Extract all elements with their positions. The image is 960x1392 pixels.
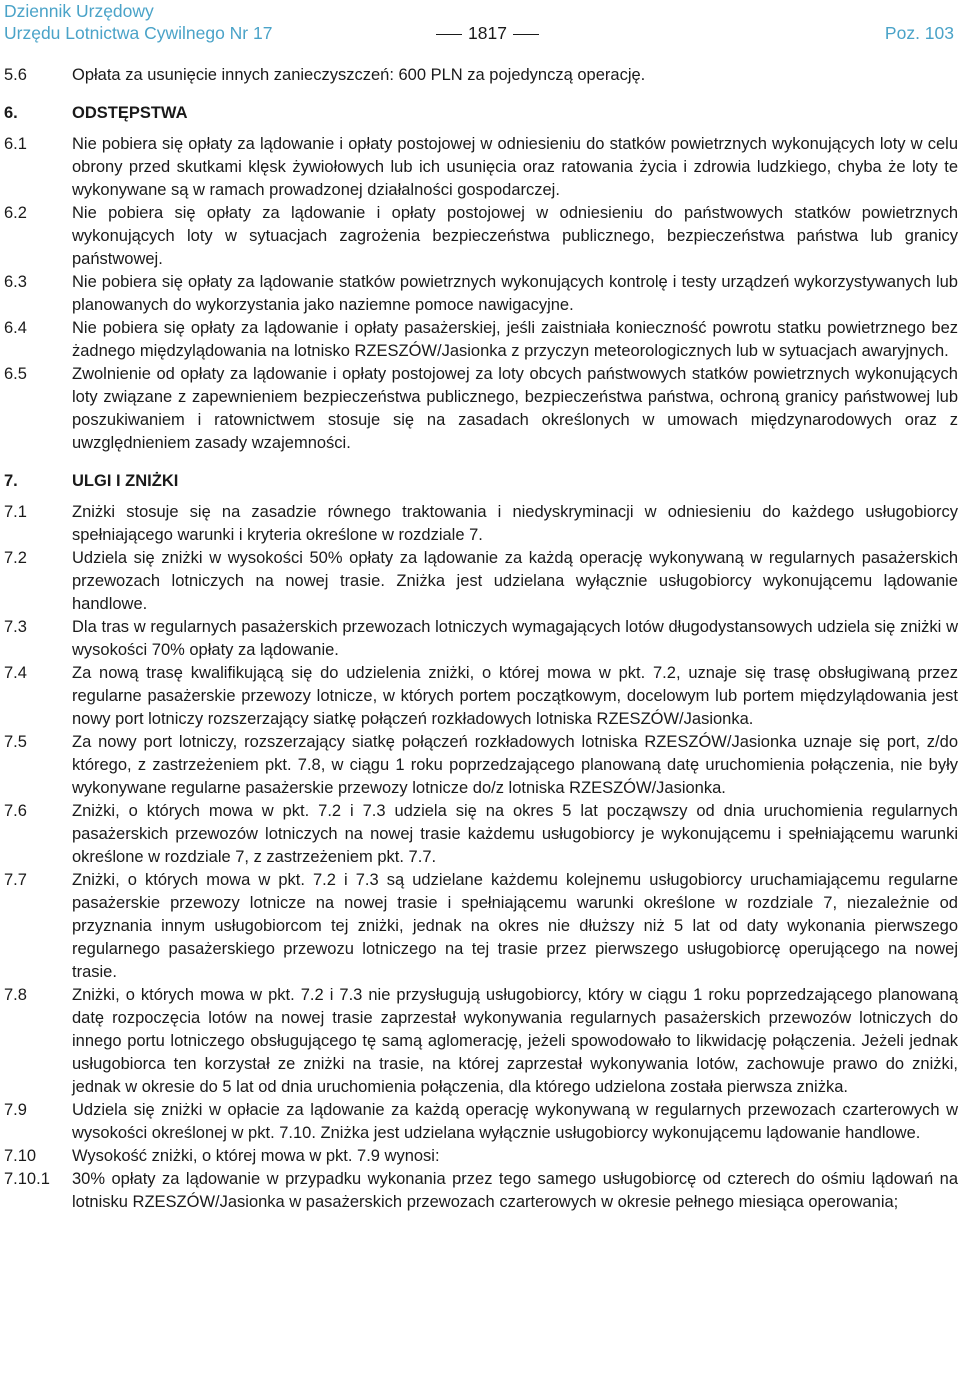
document-body	[0, 64, 960, 1214]
paragraph-7-10-1	[0, 1168, 960, 1214]
paragraph-7-4	[0, 662, 960, 731]
paragraph-6-2	[0, 202, 960, 271]
paragraph-7-9	[0, 1099, 960, 1145]
paragraph-number: 6.2	[4, 204, 27, 222]
paragraph-6-3	[0, 271, 960, 317]
paragraph-text: Wysokość zniżki, o której mowa w pkt. 7.9 wynosi:	[72, 1147, 440, 1165]
paragraph-number: 6.3	[4, 273, 27, 291]
paragraph-number: 7.9	[4, 1101, 27, 1119]
paragraph-7-1	[0, 501, 960, 547]
paragraph-text: Zniżki, o których mowa w pkt. 7.2 i 7.3 są udzielane każdemu kolejnemu usługobiorcy uruchamiającemu regularne pasażerskie przewozy lotnicze na nowej trasie i spełniającemu warunki określone w rozdziale 7, niezależnie od przyznania innym usługobiorcom tej zniżki, jednak na okres nie dłuższy niż 5 lat od daty wykonania pierwszego regularnego pasażerskiego przewozu lotniczego na tej trasie przez pierwszego usługobiorcę operującego na nowej trasie.	[72, 871, 958, 981]
journal-title-line2: Urzędu Lotnictwa Cywilnego Nr 17	[4, 23, 273, 43]
section-number: 7.	[4, 472, 18, 490]
paragraph-text: Zniżki, o których mowa w pkt. 7.2 i 7.3 udziela się na okres 5 lat począwszy od dnia uruchomienia regularnych pasażerskich przewozów lotniczych na nowej trasie każdemu usługobiorcy je wykonującemu i spełniającemu warunki określone w rozdziale 7, z zastrzeżeniem pkt. 7.7.	[72, 802, 958, 866]
paragraph-7-10	[0, 1145, 960, 1168]
paragraph-6-1	[0, 133, 960, 202]
section-number: 6.	[4, 104, 18, 122]
paragraph-7-6	[0, 800, 960, 869]
paragraph-number: 7.7	[4, 871, 27, 889]
paragraph-text: Udziela się zniżki w wysokości 50% opłaty za lądowanie za każdą operację wykonywaną w regularnych pasażerskich przewozach lotniczych na nowej trasie. Zniżka jest udzielana wyłącznie usługobiorcy wykonującemu lądowanie handlowe.	[72, 549, 958, 613]
paragraph-text: 30% opłaty za lądowanie w przypadku wykonania przez tego samego usługobiorcę od czterech do ośmiu lądowań na lotnisku RZESZÓW/Jasionka w pasażerskich przewozach czarterowych w okresie pełnego miesiąca operowania;	[72, 1170, 958, 1211]
paragraph-number: 7.3	[4, 618, 27, 636]
paragraph-number: 7.10.1	[4, 1170, 50, 1188]
paragraph-6-4	[0, 317, 960, 363]
position-number: Poz. 103	[884, 23, 954, 43]
paragraph-number: 6.5	[4, 365, 27, 383]
journal-title-line1: Dziennik Urzędowy	[4, 1, 154, 21]
paragraph-number: 6.1	[4, 135, 27, 153]
paragraph-text: Zwolnienie od opłaty za lądowanie i opłaty postojowej za loty obcych państwowych statków powietrznych wykonujących loty związane z zapewnieniem bezpieczeństwa publicznego, bezpieczeństwa państwa, ochroną granicy państwowej lub poszukiwaniem i ratownictwem stosuje się na zasadach określonych w umowach międzynarodowych oraz z uwzględnieniem zasady wzajemności.	[72, 365, 958, 452]
paragraph-number: 7.6	[4, 802, 27, 820]
paragraph-text: Nie pobiera się opłaty za lądowanie i opłaty postojowej w odniesieniu do statków powietrznych wykonujących loty w celu obrony przed skutkami klęsk żywiołowych lub ich usunięcia oraz ratowania życia i zdrowia ludzkiego, chyba że loty te wykonywane są w ramach prowadzonej działalności gospodarczej.	[72, 135, 958, 199]
paragraph-7-2	[0, 547, 960, 616]
paragraph-text: Za nowy port lotniczy, rozszerzający siatkę połączeń rozkładowych lotniska RZESZÓW/Jasionka uznaje się port, z/do którego, z zastrzeżeniem pkt. 7.8, w ciągu 1 roku poprzedzającego planowaną datę uruchomienia połączenia, nie były wykonywane regularne pasażerskie przewozy lotnicze do/z lotniska RZESZÓW/Jasionka.	[72, 733, 958, 797]
section-title: ULGI I ZNIŻKI	[72, 472, 179, 490]
paragraph-7-8	[0, 984, 960, 1099]
paragraph-7-7	[0, 869, 960, 984]
paragraph-text: Opłata za usunięcie innych zanieczyszczeń: 600 PLN za pojedynczą operację.	[72, 66, 646, 84]
paragraph-text: Nie pobiera się opłaty za lądowanie statków powietrznych wykonujących kontrolę i testy urządzeń wykorzystywanych lub planowanych do wykorzystania jako naziemne pomoce nawigacyjne.	[72, 273, 958, 314]
section-title: ODSTĘPSTWA	[72, 104, 188, 122]
paragraph-number: 7.2	[4, 549, 27, 567]
paragraph-7-3	[0, 616, 960, 662]
paragraph-5-6	[0, 64, 960, 87]
paragraph-text: Nie pobiera się opłaty za lądowanie i opłaty postojowej w odniesieniu do państwowych statków powietrznych wykonujących loty w sytuacjach zagrożenia bezpieczeństwa publicznego, bezpieczeństwa państwa lub granicy państwowej.	[72, 204, 958, 268]
paragraph-number: 7.5	[4, 733, 27, 751]
paragraph-number: 5.6	[4, 66, 27, 84]
paragraph-text: Zniżki stosuje się na zasadzie równego traktowania i niedyskryminacji w odniesieniu do każdego usługobiorcy spełniającego warunki i kryteria określone w rozdziale 7.	[72, 503, 958, 544]
page-number-value: 1817	[468, 23, 507, 43]
paragraph-6-5	[0, 363, 960, 455]
journal-title	[4, 0, 272, 44]
paragraph-text: Zniżki, o których mowa w pkt. 7.2 i 7.3 nie przysługują usługobiorcy, który w ciągu 1 roku poprzedzającego planowaną datę rozpoczęcia lotów na nowej trasie zaprzestał wykonywania regularnych pasażerskich przewozów lotniczych do innego portu lotniczego obsługującego tę samą aglomerację, jeżeli spowodowało to likwidację połączenia. Jeżeli jednak usługobiorca ten korzystał ze zniżki na trasie, na której zaprzestał wykonywania lotów, zachowuje prawo do zniżki, jednak w okresie do 5 lat od dnia uruchomienia połączenia, dla którego udzielona została pierwsza zniżka.	[72, 986, 958, 1096]
paragraph-number: 7.1	[4, 503, 27, 521]
paragraph-number: 7.8	[4, 986, 27, 1004]
page-number-dash-right	[513, 34, 539, 35]
page-number-dash-left	[436, 34, 462, 35]
page-number	[430, 22, 545, 44]
paragraph-text: Dla tras w regularnych pasażerskich przewozach lotniczych wymagających lotów długodystansowych udziela się zniżki w wysokości 70% opłaty za lądowanie.	[72, 618, 958, 659]
section-heading-6	[0, 102, 960, 125]
paragraph-text: Za nową trasę kwalifikującą się do udzielenia zniżki, o której mowa w pkt. 7.2, uznaje się trasę obsługiwaną przez regularne pasażerskie przewozy lotnicze, w których portem początkowym, docelowym lub portem międzylądowania jest nowy port lotniczy rozszerzający siatkę połączeń rozkładowych lotniska RZESZÓW/Jasionka.	[72, 664, 958, 728]
paragraph-text: Udziela się zniżki w opłacie za lądowanie za każdą operację wykonywaną w regularnych przewozach czarterowych w wysokości określonej w pkt. 7.10. Zniżka jest udzielana wyłącznie usługobiorcy wykonującemu lądowanie handlowe.	[72, 1101, 958, 1142]
paragraph-number: 7.10	[4, 1147, 37, 1165]
section-heading-7	[0, 470, 960, 493]
paragraph-number: 7.4	[4, 664, 27, 682]
paragraph-text: Nie pobiera się opłaty za lądowanie i opłaty pasażerskiej, jeśli zaistniała konieczność powrotu statku powietrznego bez żadnego międzylądowania na lotnisko RZESZÓW/Jasionka z przyczyn meteorologicznych lub w sytuacjach awaryjnych.	[72, 319, 958, 360]
paragraph-number: 6.4	[4, 319, 27, 337]
paragraph-7-5	[0, 731, 960, 800]
